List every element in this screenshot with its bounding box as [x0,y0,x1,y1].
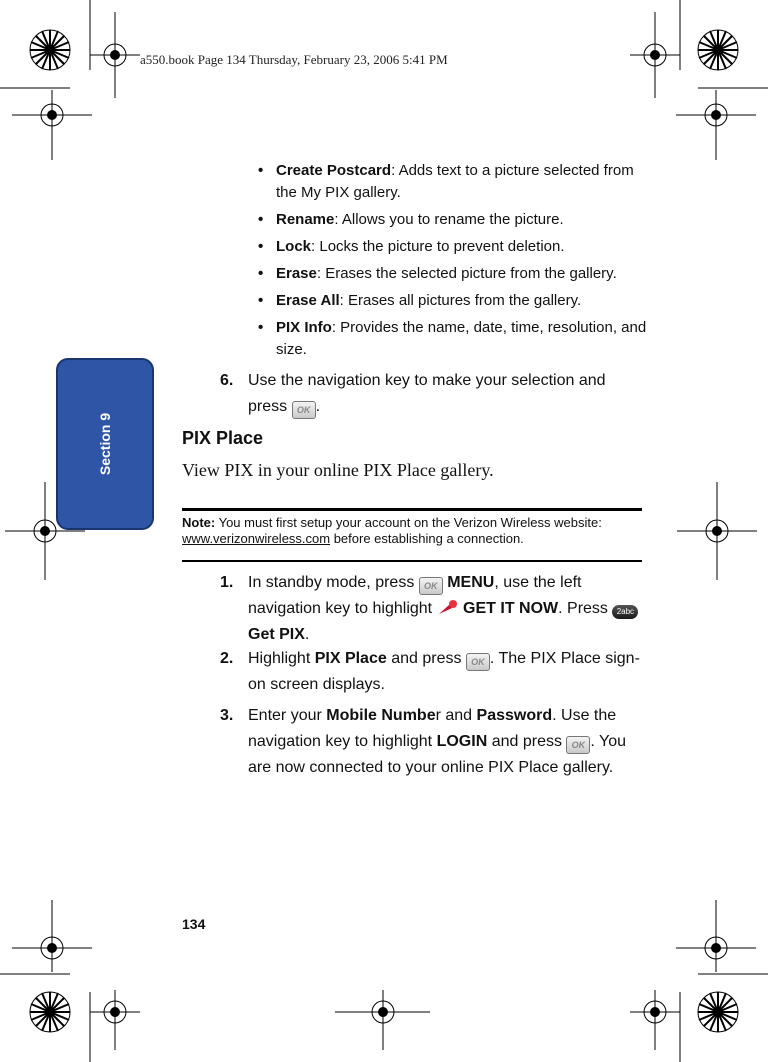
step-text: In standby mode, press [248,574,419,591]
crosshair-icon [676,900,756,972]
bullet-item [258,209,648,231]
starburst-icon [698,30,738,70]
mobile-number-label: Mobile Numbe [326,707,436,724]
note-text: You must first setup your account on the Verizon Wireless website: [215,515,602,530]
step-text: . Use the navigation key to highlight [248,707,617,750]
bullet-term: Rename [276,211,335,228]
password-label: Password [476,707,553,724]
step-1 [220,570,645,648]
step-text: . [304,626,310,643]
crosshair-icon [335,990,430,1050]
step-2 [220,646,645,698]
bullet-term: Lock [276,238,312,255]
step-number: 2. [220,650,234,667]
note-text-end: before establishing a connection. [330,531,524,546]
pix-place-label: PIX Place [314,650,387,667]
step-6 [220,368,645,420]
step-3 [220,703,645,781]
step-text: Enter your [248,707,327,724]
bullet-term: Erase [276,265,317,282]
step-text: and press [386,650,466,667]
bullet-desc: : Adds text to a picture selected from the My PIX gallery. [276,162,634,201]
bullet-term: Create Postcard [276,162,392,179]
option-bullet-list [258,160,648,366]
section-title: PIX Place [182,428,264,448]
crosshair-icon [630,990,680,1050]
step-text: Highlight [248,650,315,667]
bullet-term: PIX Info [276,319,332,336]
bullet-item [258,160,648,204]
step-text: . You are now connected to your online PIX Place gallery. [248,733,627,776]
get-pix-label: Get PIX [248,626,305,643]
note-top-rule [182,508,642,511]
ok-key-icon: OK [466,653,490,671]
step-number: 3. [220,707,234,724]
bullet-item [258,317,648,361]
bullet-item [258,290,648,312]
note-label: Note: [182,515,216,530]
starburst-icon [30,30,70,70]
menu-label: MENU [447,574,495,591]
bullet-desc: : Erases the selected picture from the gallery. [316,265,617,282]
ok-key-icon: OK [566,736,590,754]
book-info-header: a550.book Page 134 Thursday, February 23, 2006 5:41 PM [140,52,448,67]
bullet-item [258,263,648,285]
bullet-desc: : Allows you to rename the picture. [334,211,564,228]
section-description: View PIX in your online PIX Place gallery. [182,460,494,480]
bullet-desc: : Erases all pictures from the gallery. [339,292,582,309]
step-text: and press [487,733,567,750]
step-text: . The PIX Place sign-on screen displays. [248,650,640,693]
step-end: . [315,398,321,415]
ok-key-icon: OK [292,401,316,419]
step-text: r and [435,707,477,724]
crosshair-icon [12,900,92,972]
verizon-link[interactable]: www.verizonwireless.com [182,531,331,546]
login-label: LOGIN [436,733,488,750]
get-it-now-icon [437,598,459,616]
bullet-term: Erase All [276,292,340,309]
bullet-desc: : Provides the name, date, time, resolution, and size. [276,319,647,358]
step-text: , use the left navigation key to highlight [248,574,582,617]
key-2-icon: 2abc [612,605,638,619]
ok-key-icon: OK [419,577,443,595]
starburst-icon [698,992,738,1032]
note-block [182,515,642,547]
crosshair-icon [90,990,140,1050]
bullet-desc: : Locks the picture to prevent deletion. [311,238,565,255]
step-text: Use the navigation key to make your selection and press [248,372,606,415]
section-tab [56,358,154,530]
step-number: 6. [220,372,234,389]
get-it-now-label: GET IT NOW [463,600,559,617]
note-bottom-rule [182,560,642,562]
crosshair-icon [12,90,92,160]
step-number: 1. [220,574,234,591]
section-tab-label: Section 9 [97,412,113,476]
page-number: 134 [182,916,206,932]
starburst-icon [30,992,70,1032]
crosshair-icon [676,90,756,160]
step-text: . Press [558,600,613,617]
bullet-item [258,236,648,258]
